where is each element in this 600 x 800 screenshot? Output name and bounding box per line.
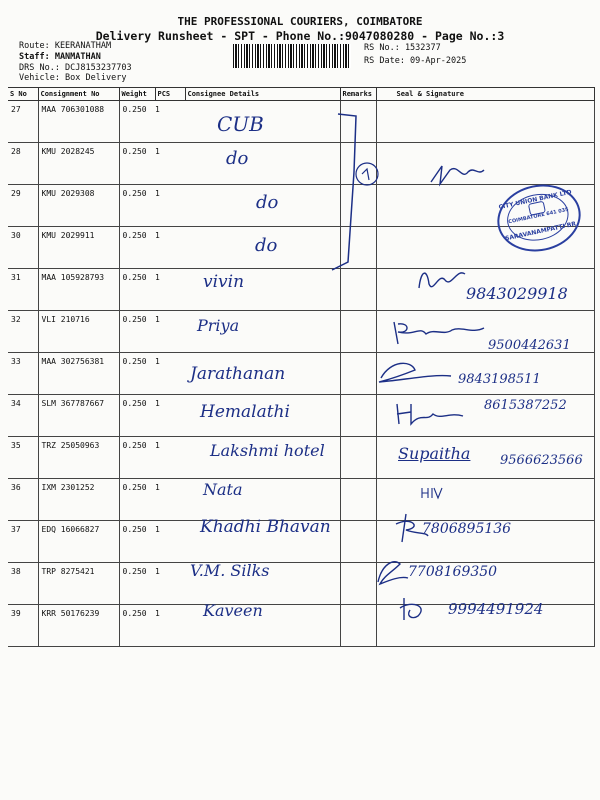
circled-mark [352,160,382,188]
consignment-number-cell: KMU 2029911 [38,227,119,269]
weight-cell: 0.250 [119,311,155,353]
column-header: Weight [119,88,155,101]
handwriting-consignee: Jarathanan [190,364,286,384]
ditto-bracket-mark [330,112,360,272]
pieces-cell: 1 [155,143,185,185]
signature-mark [393,400,468,426]
consignment-number-cell: KMU 2028245 [38,143,119,185]
staff-label: Staff: MANMATHAN [19,52,101,62]
consignment-number-cell: KMU 2029308 [38,185,119,227]
consignment-number-cell: MAA 706301088 [38,101,119,143]
serial-number-cell: 28 [8,143,38,185]
handwriting-consignee: do [256,192,279,213]
pieces-cell: 1 [155,311,185,353]
column-header: PCS [155,88,185,101]
remarks-cell [340,269,376,311]
table-row [8,479,594,521]
serial-number-cell: 30 [8,227,38,269]
remarks-cell [340,311,376,353]
serial-number-cell: 36 [8,479,38,521]
serial-number-cell: 33 [8,353,38,395]
rs-number: RS No.: 1532377 [364,43,441,53]
signature-mark [428,160,488,190]
weight-cell: 0.250 [119,185,155,227]
pieces-cell: 1 [155,185,185,227]
consignment-number-cell: TRP 8275421 [38,563,119,605]
consignee-details-cell [185,143,340,185]
handwriting-phone: 9500442631 [488,338,571,353]
pieces-cell: 1 [155,605,185,647]
consignment-number-cell: VLI 210716 [38,311,119,353]
signature-mark [396,594,432,624]
column-header: S No [8,88,38,101]
handwriting-consignee: vivin [203,272,245,292]
serial-number-cell: 29 [8,185,38,227]
pieces-cell: 1 [155,395,185,437]
handwriting-consignee: Priya [197,316,240,335]
signature-mark [420,486,446,500]
courier-title: THE PROFESSIONAL COURIERS, COIMBATORE [177,15,423,28]
weight-cell: 0.250 [119,605,155,647]
handwriting-phone: 8615387252 [484,398,567,413]
handwriting-phone: 7708169350 [408,564,498,580]
route-label: Route: KEERANATHAM [19,41,112,51]
weight-cell: 0.250 [119,101,155,143]
handwriting-consignee: do [255,235,278,256]
stamp-address: COIMBATORE 641 035 [507,206,570,226]
remarks-cell [340,521,376,563]
consignment-number-cell: EDQ 16066827 [38,521,119,563]
runsheet-subtitle: Delivery Runsheet - SPT - Phone No.:9047080280 - Page No.:3 [95,29,505,43]
stamp-branch: SARAVANAMPATTI BR. [504,220,580,243]
table-row [8,101,594,143]
vehicle-label: Vehicle: Box Delivery [19,73,127,83]
weight-cell: 0.250 [119,227,155,269]
handwriting-phone: 9566623566 [500,453,583,468]
column-header: Remarks [340,88,376,101]
serial-number-cell: 37 [8,521,38,563]
pieces-cell: 1 [155,521,185,563]
signature-mark [375,356,455,386]
handwriting-consignee: V.M. Silks [190,561,270,580]
pieces-cell: 1 [155,269,185,311]
handwriting-consignee: CUB [217,112,264,136]
handwriting-consignee: do [226,148,249,169]
pieces-cell: 1 [155,353,185,395]
handwriting-phone: 9994491924 [448,600,544,618]
remarks-cell [340,563,376,605]
serial-number-cell: 32 [8,311,38,353]
consignment-number-cell: KRR 50176239 [38,605,119,647]
serial-number-cell: 35 [8,437,38,479]
pieces-cell: 1 [155,227,185,269]
remarks-cell [340,395,376,437]
consignment-number-cell: MAA 105928793 [38,269,119,311]
serial-number-cell: 31 [8,269,38,311]
serial-number-cell: 38 [8,563,38,605]
pieces-cell: 1 [155,479,185,521]
table-row [8,143,594,185]
handwriting-phone: 9843198511 [458,372,541,387]
handwriting-consignee: Lakshmi hotel [210,441,325,460]
weight-cell: 0.250 [119,269,155,311]
serial-number-cell: 27 [8,101,38,143]
drs-number: DRS No.: DCJ8153237703 [19,63,132,73]
signature-mark [415,262,470,302]
column-header: Consignee Details [185,88,340,101]
handwriting-consignee: Kaveen [203,601,263,620]
barcode-image [233,44,351,68]
stamp-bank-name: CITY UNION BANK LTD [498,188,573,212]
handwriting-consignee: Khadhi Bhavan [200,517,331,537]
consignment-number-cell: IXM 2301252 [38,479,119,521]
signature-mark [372,554,412,588]
handwriting-phone: 7806895136 [422,521,512,537]
handwriting-consignee: Hemalathi [200,402,290,422]
consignment-number-cell: MAA 302756381 [38,353,119,395]
handwriting-signature: Supaitha [398,444,471,463]
remarks-cell [340,479,376,521]
consignment-number-cell: TRZ 25050963 [38,437,119,479]
remarks-cell [340,437,376,479]
weight-cell: 0.250 [119,521,155,563]
pieces-cell: 1 [155,563,185,605]
rs-date: RS Date: 09-Apr-2025 [364,56,467,66]
weight-cell: 0.250 [119,143,155,185]
pieces-cell: 1 [155,437,185,479]
weight-cell: 0.250 [119,395,155,437]
column-header: Consignment No [38,88,119,101]
remarks-cell [340,353,376,395]
handwriting-consignee: Nata [203,480,243,499]
table-row [8,563,594,605]
signature-mark [390,318,490,346]
serial-number-cell: 39 [8,605,38,647]
weight-cell: 0.250 [119,437,155,479]
consignment-number-cell: SLM 367787667 [38,395,119,437]
weight-cell: 0.250 [119,479,155,521]
handwriting-phone: 9843029918 [466,284,568,303]
pieces-cell: 1 [155,101,185,143]
weight-cell: 0.250 [119,563,155,605]
remarks-cell [340,605,376,647]
column-header: Seal & Signature [376,88,594,101]
weight-cell: 0.250 [119,353,155,395]
serial-number-cell: 34 [8,395,38,437]
runsheet-table [8,87,595,647]
table-header-row [8,88,594,101]
seal-signature-cell [376,101,594,143]
